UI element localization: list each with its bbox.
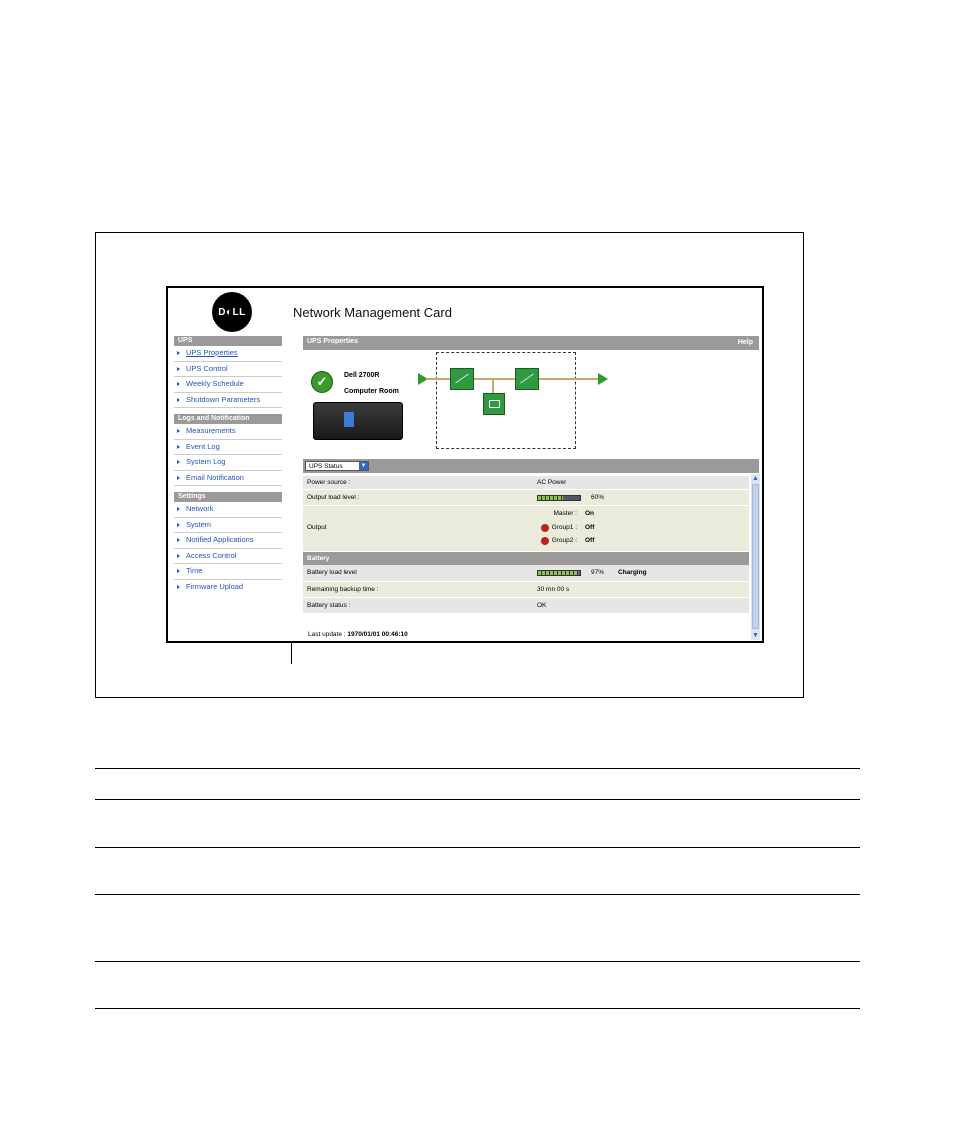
output-label: Output bbox=[307, 524, 327, 531]
rectifier-module-icon bbox=[450, 368, 474, 390]
ups-location: Computer Room bbox=[344, 388, 399, 395]
output-load-value bbox=[537, 490, 604, 505]
sidebar-item-email-notification[interactable]: Email Notification bbox=[174, 471, 282, 487]
sidebar-item-measurements[interactable]: Measurements bbox=[174, 424, 282, 440]
ups-model: Dell 2700R bbox=[344, 372, 380, 379]
sidebar-header: Logs and Notification bbox=[174, 414, 282, 424]
sidebar-item-network[interactable]: Network bbox=[174, 502, 282, 518]
output-load-bar bbox=[537, 495, 581, 501]
sidebar bbox=[174, 336, 282, 594]
flow-line-vertical bbox=[492, 379, 494, 393]
battery-load-label: Battery load level bbox=[307, 569, 357, 576]
table-row bbox=[303, 476, 749, 490]
help-link[interactable]: Help bbox=[737, 339, 753, 346]
battery-load-bar bbox=[537, 570, 581, 576]
power-source-value: AC Power bbox=[537, 479, 567, 486]
chevron-down-icon[interactable]: ▼ bbox=[360, 463, 367, 469]
sidebar-item-ups-control[interactable]: UPS Control bbox=[174, 362, 282, 378]
last-update-value: 1970/01/01 00:46:10 bbox=[347, 631, 408, 638]
sidebar-item-access-control[interactable]: Access Control bbox=[174, 549, 282, 565]
panel-title: UPS Properties bbox=[307, 338, 358, 345]
last-update-label: Last update : bbox=[308, 631, 346, 638]
ups-device-image bbox=[313, 402, 403, 440]
sidebar-item-shutdown-parameters[interactable]: Shutdown Parameters bbox=[174, 393, 282, 409]
panel-header bbox=[303, 336, 759, 350]
output-arrow-icon bbox=[598, 373, 608, 385]
battery-load-value bbox=[537, 565, 647, 582]
sidebar-section-logs bbox=[174, 414, 282, 486]
app-title: Network Management Card bbox=[293, 305, 452, 320]
inverter-module-icon bbox=[515, 368, 539, 390]
sidebar-item-system-log[interactable]: System Log bbox=[174, 455, 282, 471]
battery-section-header: Battery bbox=[303, 552, 749, 565]
table-rule bbox=[95, 768, 860, 769]
sidebar-item-ups-properties[interactable]: UPS Properties bbox=[174, 346, 282, 362]
sidebar-item-notified-applications[interactable]: Notified Applications bbox=[174, 533, 282, 549]
power-flow-diagram-box bbox=[436, 352, 576, 449]
nmc-window bbox=[166, 286, 764, 643]
table-rule bbox=[95, 1008, 860, 1009]
table-row bbox=[303, 490, 749, 506]
battery-module-icon bbox=[483, 393, 505, 415]
backup-time-value: 30 mn 00 s bbox=[537, 586, 570, 593]
battery-status-value: OK bbox=[537, 602, 547, 609]
battery-load-percent: 97% bbox=[591, 569, 605, 576]
output-group1-label: Group1 : bbox=[551, 524, 577, 531]
scroll-down-icon[interactable]: ▼ bbox=[752, 632, 759, 639]
output-group1-value: Off bbox=[585, 524, 595, 531]
battery-status-label: Battery status : bbox=[307, 602, 351, 609]
output-master-value: On bbox=[585, 510, 595, 517]
sidebar-header: Settings bbox=[174, 492, 282, 502]
table-rule bbox=[95, 847, 860, 848]
check-icon: ✓ bbox=[311, 371, 333, 393]
view-select-value: UPS Status bbox=[309, 463, 343, 470]
output-group2-label: Group2 : bbox=[551, 537, 577, 544]
battery-charge-state: Charging bbox=[618, 569, 647, 576]
status-scrollbar[interactable] bbox=[751, 474, 760, 640]
table-rule bbox=[95, 799, 860, 800]
table-row bbox=[303, 598, 749, 614]
output-group1 bbox=[537, 524, 594, 531]
sidebar-item-time[interactable]: Time bbox=[174, 564, 282, 580]
table-row bbox=[303, 582, 749, 598]
sidebar-item-event-log[interactable]: Event Log bbox=[174, 440, 282, 456]
table-row bbox=[303, 506, 749, 552]
status-table bbox=[303, 476, 749, 614]
output-group2 bbox=[537, 537, 594, 544]
view-select[interactable] bbox=[305, 461, 369, 471]
output-master bbox=[537, 510, 594, 517]
dell-logo: D◐LL bbox=[212, 292, 252, 332]
scroll-thumb[interactable] bbox=[752, 484, 759, 629]
sidebar-header: UPS bbox=[174, 336, 282, 346]
status-toolbar bbox=[303, 459, 759, 473]
last-update bbox=[308, 631, 408, 638]
output-group2-value: Off bbox=[585, 537, 595, 544]
sidebar-item-firmware-upload[interactable]: Firmware Upload bbox=[174, 580, 282, 595]
table-rule bbox=[95, 961, 860, 962]
output-load-percent: 60% bbox=[591, 494, 605, 501]
table-rule bbox=[95, 894, 860, 895]
sidebar-item-system[interactable]: System bbox=[174, 518, 282, 534]
scroll-up-icon[interactable]: ▲ bbox=[752, 475, 759, 482]
output-master-label: Master : bbox=[553, 510, 577, 517]
sidebar-section-ups bbox=[174, 336, 282, 408]
table-row bbox=[303, 565, 749, 582]
sidebar-item-weekly-schedule[interactable]: Weekly Schedule bbox=[174, 377, 282, 393]
power-source-label: Power source : bbox=[307, 479, 351, 486]
backup-time-label: Remaining backup time : bbox=[307, 586, 379, 593]
sidebar-section-settings bbox=[174, 492, 282, 594]
output-load-label: Output load level : bbox=[307, 494, 360, 501]
